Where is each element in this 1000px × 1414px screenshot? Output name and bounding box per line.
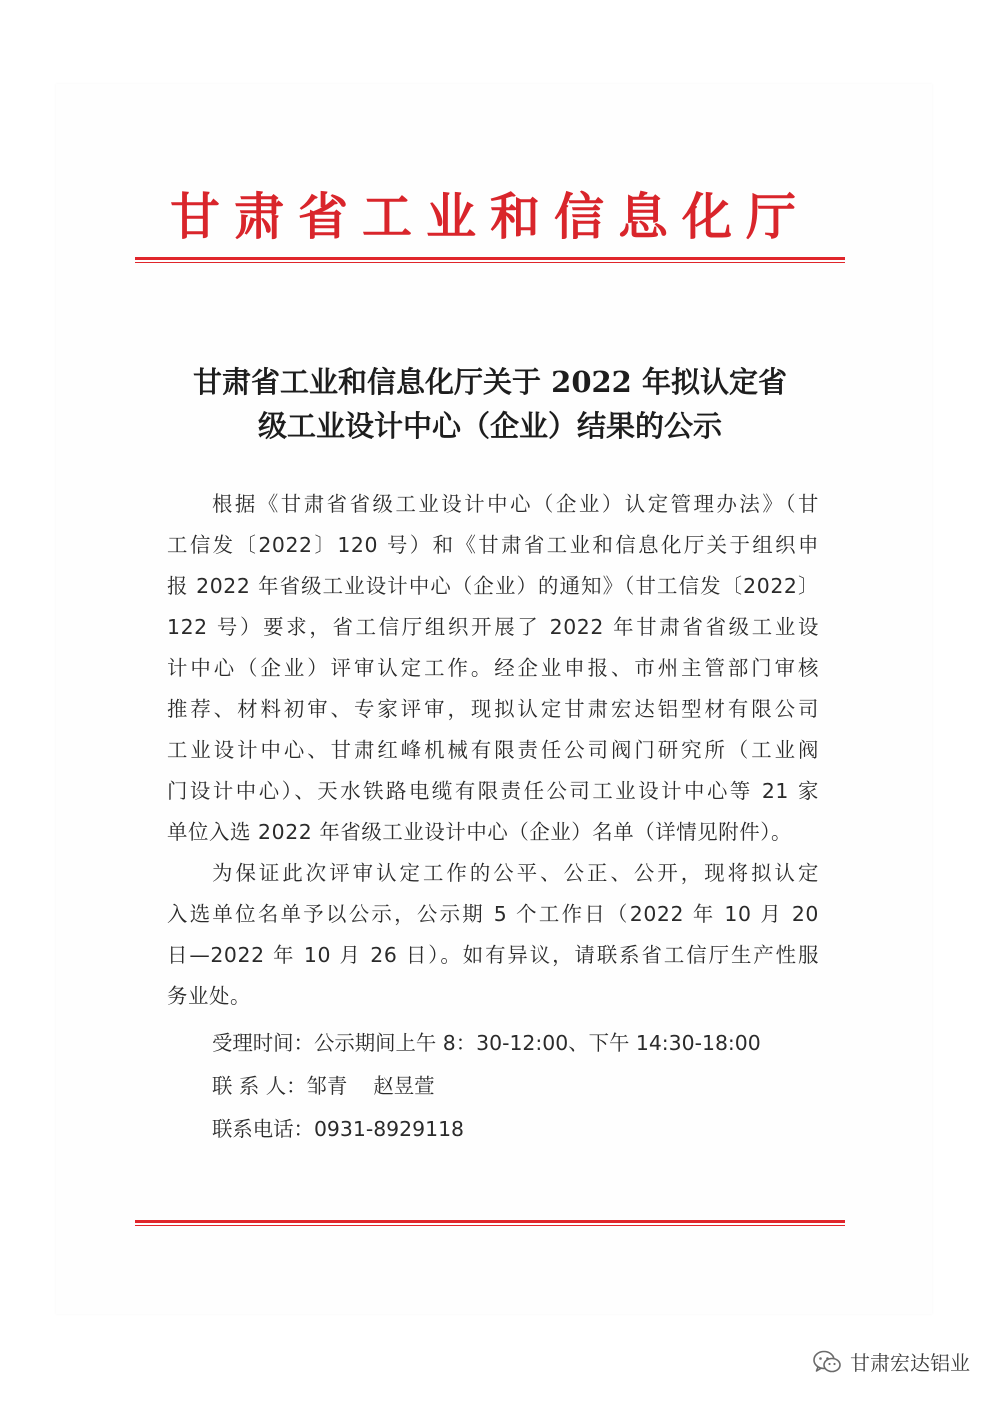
paragraph-1-line: 单位入选 2022 年省级工业设计中心（企业）名单（详情见附件）。 — [167, 820, 792, 844]
paragraph-1-line: 推荐、材料初审、专家评审，现拟认定甘肃宏达铝型材有限公司 — [167, 697, 819, 721]
document-body — [167, 484, 819, 1017]
contact-info — [212, 1022, 761, 1151]
contact-phone-row — [212, 1108, 761, 1151]
paragraph-2-line: 入选单位名单予以公示，公示期 5 个工作日（2022 年 10 月 20 — [167, 902, 819, 926]
paragraph-1-line: 门设计中心）、天水铁路电缆有限责任公司工业设计中心等 21 家 — [167, 779, 819, 803]
header-red-rule — [135, 257, 845, 264]
paragraph-2-line: 为保证此次评审认定工作的公平、公正、公开，现将拟认定 — [212, 861, 819, 885]
contact-hours-value: 公示期间上午 8：30-12:00、下午 14:30-18:00 — [313, 1031, 761, 1055]
wechat-watermark — [812, 1347, 970, 1376]
paragraph-1-line: 报 2022 年省级工业设计中心（企业）的通知》（甘工信发〔2022〕 — [167, 574, 819, 598]
contact-person-2: 赵昱萱 — [373, 1074, 435, 1098]
wechat-icon — [812, 1349, 842, 1375]
contact-hours-label: 受理时间： — [212, 1031, 314, 1055]
paragraph-1-line: 工信发〔2022〕120 号）和《甘肃省工业和信息化厅关于组织申 — [167, 533, 819, 557]
footer-rule-thin — [135, 1225, 845, 1226]
document-title-line-1: 甘肃省工业和信息化厅关于 2022 年拟认定省 — [193, 365, 787, 399]
document-title — [140, 360, 840, 448]
wechat-account-name: 甘肃宏达铝业 — [850, 1351, 970, 1375]
contact-phone-label: 联系电话： — [212, 1117, 314, 1141]
paragraph-1-line: 计中心（企业）评审认定工作。经企业申报、市州主管部门审核 — [167, 656, 819, 680]
footer-red-rule — [135, 1220, 845, 1227]
paragraph-2-line: 务业处。 — [167, 984, 251, 1008]
contact-person-row — [212, 1065, 761, 1108]
contact-person-1: 邹青 — [306, 1074, 348, 1098]
paragraph-1-line: 根据《甘肃省省级工业设计中心（企业）认定管理办法》（甘 — [212, 492, 819, 516]
org-header-title: 甘肃省工业和信息化厅 — [170, 187, 810, 246]
header-rule-thick — [135, 257, 845, 260]
footer-rule-thick — [135, 1220, 845, 1223]
header-rule-thin — [135, 262, 845, 263]
contact-hours-row — [212, 1022, 761, 1065]
paragraph-1-line: 工业设计中心、甘肃红峰机械有限责任公司阀门研究所（工业阀 — [167, 738, 819, 762]
contact-person-label: 联 系 人： — [212, 1074, 307, 1098]
paragraph-2-line: 日—2022 年 10 月 26 日）。如有异议，请联系省工信厅生产性服 — [167, 943, 819, 967]
paragraph-1-line: 122 号）要求，省工信厅组织开展了 2022 年甘肃省省级工业设 — [167, 615, 819, 639]
contact-phone-value: 0931-8929118 — [313, 1117, 465, 1141]
document-title-line-2: 级工业设计中心（企业）结果的公示 — [257, 409, 722, 443]
